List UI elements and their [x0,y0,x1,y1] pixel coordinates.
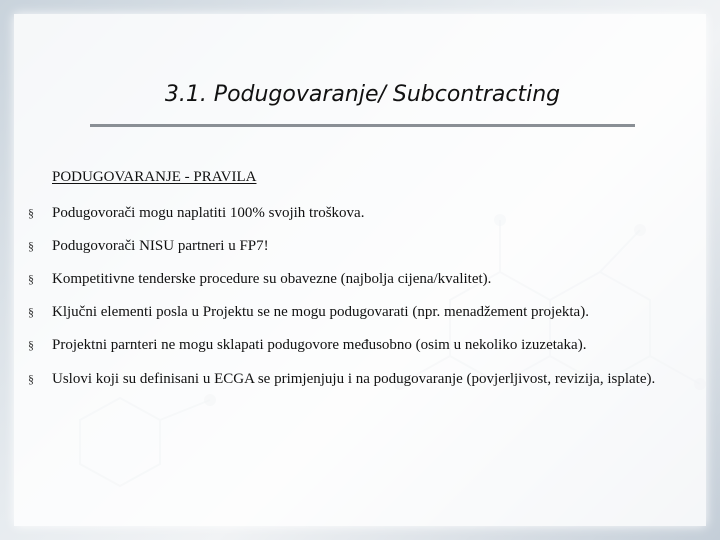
bullet-icon: § [28,206,34,220]
bullet-text: Kompetitivne tenderske procedure su obavezne (najbolja cijena/kvalitet). [52,271,492,287]
bullet-text: Ključni elementi posla u Projektu se ne mogu podugovarati (npr. menadžement projekta). [52,304,589,320]
slide-title: 3.1. Podugovaranje/ Subcontracting [164,82,561,107]
bullet-icon: § [28,338,34,352]
bullet-text: Uslovi koji su definisani u ECGA se primjenjuju i na podugovaranje (povjerljivost, revizija, isplate). [52,371,656,387]
bullet-text: Podugovorači NISU partneri u FP7! [52,238,269,254]
bullet-icon: § [28,272,34,286]
bullet-icon: § [28,305,34,319]
title-divider [90,124,635,127]
bullet-text: Podugovorači mogu naplatiti 100% svojih troškova. [52,205,365,221]
bullet-icon: § [28,239,34,253]
bullet-icon: § [28,372,34,386]
bullet-text: Projektni parnteri ne mogu sklapati podugovore međusobno (osim u nekoliko izuzetaka). [52,337,587,353]
section-subtitle: PODUGOVARANJE - PRAVILA [52,169,257,185]
